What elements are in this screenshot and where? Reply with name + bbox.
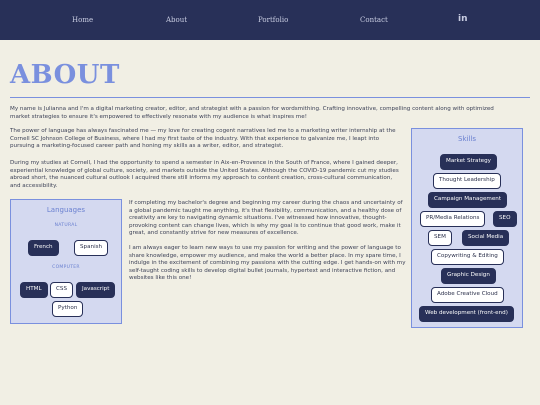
- title-divider: [10, 97, 530, 98]
- natural-languages-label: NATURAL: [54, 223, 78, 228]
- languages-title: Languages: [46, 206, 86, 214]
- skill-chip-campaign-management[interactable]: Campaign Management: [428, 192, 507, 208]
- skill-chip-market-strategy[interactable]: Market Strategy: [440, 154, 497, 170]
- skill-chip-copywriting-editing[interactable]: Copywriting & Editing: [431, 249, 504, 265]
- skill-chip-web-development[interactable]: Web development (front-end): [419, 306, 514, 322]
- computer-languages-label: COMPUTER: [52, 265, 80, 270]
- top-navbar: [0, 0, 540, 40]
- skills-title: Skills: [458, 135, 476, 143]
- nav-link-portfolio[interactable]: Portfolio: [258, 16, 289, 24]
- about-paragraph-language: The power of language has always fascinated me — my love for creating cogent narratives led me to a marketing writer internship at the Cornell SC Johnson College of Business, where I had my first taste of the industry. With that experience to galvanize me, I leapt into pursuing a marketing-focused career path and honing my skills as a writer, editor, and strategist.: [10, 128, 396, 150]
- skill-chip-graphic-design[interactable]: Graphic Design: [441, 268, 496, 284]
- page-title: ABOUT: [10, 60, 120, 90]
- nav-link-contact[interactable]: Contact: [360, 16, 388, 24]
- about-paragraph-intro: My name is Julianna and I'm a digital marketing creator, editor, and strategist with a passion for wordsmithing. Crafting innovative, compelling content along with optimized market strategies to ensure it's empowered to effectively resonate with my audience is what inspires me!: [10, 106, 494, 120]
- skill-chip-sem[interactable]: SEM: [428, 230, 452, 246]
- skills-panel: [411, 128, 523, 328]
- language-chip-html[interactable]: HTML: [20, 282, 48, 298]
- about-paragraph-cornell: During my studies at Cornell, I had the opportunity to spend a semester in Aix-en-Provence in the South of France, where I gained deeper, experiential knowledge of global culture, society, and markets outside the United States. Although the COVID-19 pandemic cut my studies abroad short, the nuanced cultural outlook I acquired there still informs my approach to content creation, cross-cultural communication, and accessibility.: [10, 160, 399, 189]
- linkedin-icon[interactable]: in: [458, 14, 468, 24]
- skill-chip-seo[interactable]: SEO: [493, 211, 517, 227]
- language-chip-french[interactable]: French: [28, 240, 59, 256]
- nav-link-home[interactable]: Home: [72, 16, 94, 24]
- skill-chip-pr-media-relations[interactable]: PR/Media Relations: [420, 211, 485, 227]
- language-chip-python[interactable]: Python: [52, 301, 83, 317]
- nav-link-about[interactable]: About: [166, 16, 188, 24]
- language-chip-javascript[interactable]: Javascript: [76, 282, 115, 298]
- language-chip-spanish[interactable]: Spanish: [74, 240, 108, 256]
- skill-chip-thought-leadership[interactable]: Thought Leadership: [433, 173, 501, 189]
- languages-panel: [10, 199, 122, 324]
- skill-chip-social-media[interactable]: Social Media: [462, 230, 509, 246]
- language-chip-css[interactable]: CSS: [50, 282, 73, 298]
- about-paragraph-pandemic: If completing my bachelor's degree and beginning my career during the chaos and uncertainty of a global pandemic taught me anything, it's that flexibility, communication, and a healthy dose of creativity are key to navigating dynamic situations. I've witnessed how innovative, thought-provoking content can change lives, which is why my goal is to continue that good work, make it great, and constantly strive for new measures of excellence.: [129, 200, 403, 237]
- about-paragraph-learning: I am always eager to learn new ways to use my passion for writing and the power of language to share knowledge, empower my audience, and make the world a better place. In my spare time, I indulge in the excitement of combining my passions with the cutting edge. I get hands-on with my self-taught coding skills to develop digital bullet journals, hypertext and interactive fiction, and websites like this one!: [129, 245, 406, 282]
- skill-chip-adobe-creative-cloud[interactable]: Adobe Creative Cloud: [431, 287, 504, 303]
